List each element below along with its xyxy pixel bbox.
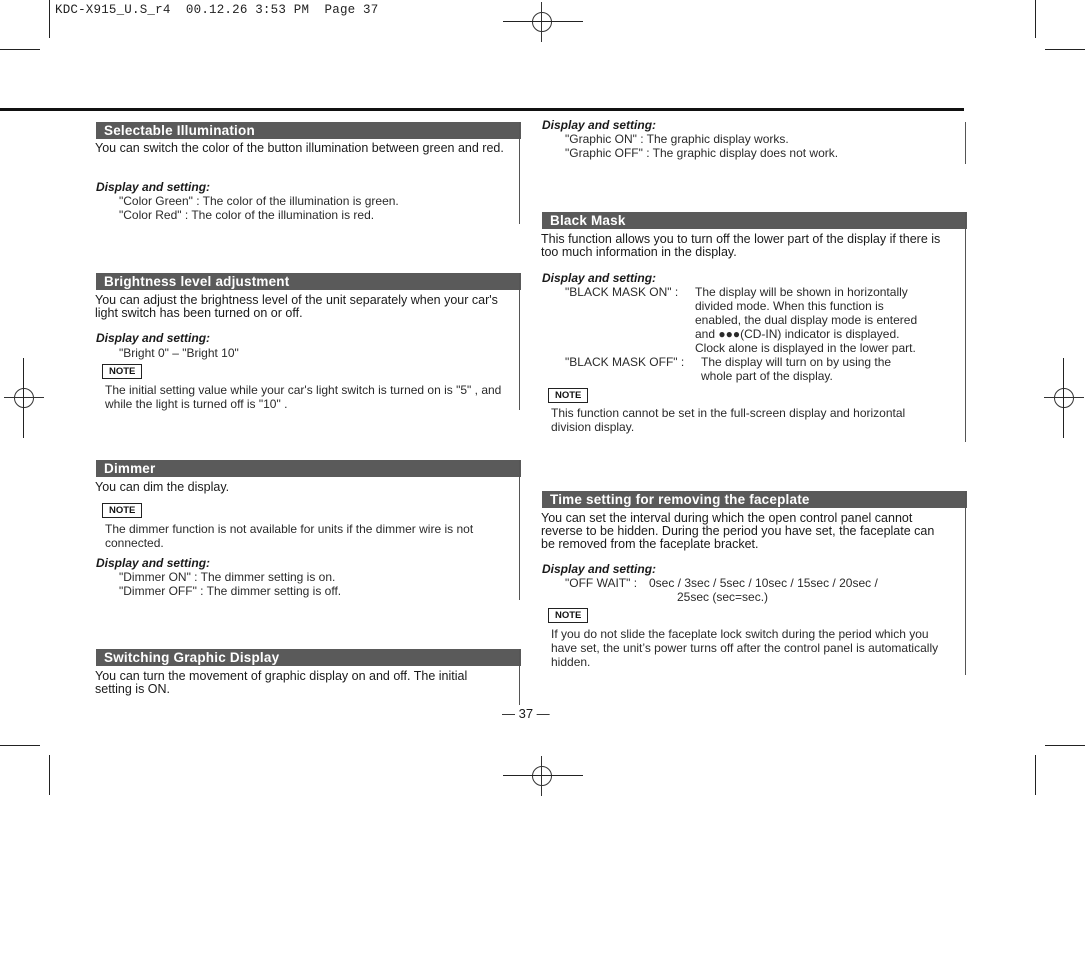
section-title-graphic-display: Switching Graphic Display (96, 649, 521, 666)
setting-item-label: "BLACK MASK ON" : (565, 285, 679, 299)
section-body: You can adjust the brightness level of the unit separately when your car's light switch has been turned on or off. (95, 293, 498, 320)
section-title-dimmer: Dimmer (96, 460, 521, 477)
setting-item-desc: 0sec / 3sec / 5sec / 10sec / 15sec / 20sec / (649, 576, 878, 590)
setting-item-label: "BLACK MASK OFF" : (565, 355, 685, 369)
setting-item: "Color Green" : The color of the illumination is green. (119, 194, 399, 208)
column-rule (965, 122, 966, 164)
note-badge: NOTE (548, 388, 588, 403)
note-text: The initial setting value while your car's light switch is turned on is "5" , and while the light is turned off is "10" . (105, 383, 502, 411)
note-text: The dimmer function is not available for units if the dimmer wire is not connected. (105, 522, 474, 550)
section-body: You can switch the color of the button illumination between green and red. (95, 141, 504, 155)
setting-item: "Graphic OFF" : The graphic display does not work. (565, 146, 839, 160)
column-rule (519, 273, 520, 410)
crop-mark (1045, 745, 1085, 746)
setting-item: "Dimmer OFF" : The dimmer setting is off. (119, 584, 342, 598)
display-setting-label: Display and setting: (542, 118, 657, 132)
section-body: You can turn the movement of graphic display on and off. The initial setting is ON. (95, 669, 468, 696)
note-text: If you do not slide the faceplate lock switch during the period which you have set, the unit’s power turns off after the control panel is automatically hidden. (551, 627, 939, 669)
top-rule (0, 108, 964, 111)
crop-mark (23, 358, 24, 438)
column-rule (965, 491, 966, 675)
note-badge: NOTE (102, 364, 142, 379)
section-title-faceplate: Time setting for removing the faceplate (542, 491, 967, 508)
section-title-brightness: Brightness level adjustment (96, 273, 521, 290)
setting-item-desc: The display will turn on by using the (701, 355, 892, 369)
registration-mark-icon (1044, 378, 1084, 418)
note-text: This function cannot be set in the full-screen display and horizontal division display. (551, 406, 906, 434)
crop-mark (49, 0, 50, 38)
note-badge: NOTE (548, 608, 588, 623)
section-title-selectable-illumination: Selectable Illumination (96, 122, 521, 139)
crop-mark (1035, 0, 1036, 38)
display-setting-label: Display and setting: (96, 331, 211, 345)
display-setting-label: Display and setting: (542, 271, 657, 285)
section-title-black-mask: Black Mask (542, 212, 967, 229)
setting-item-desc: whole part of the display. (701, 369, 833, 383)
print-slug: KDC-X915_U.S_r4 00.12.26 3:53 PM Page 37 (55, 3, 379, 17)
display-setting-label: Display and setting: (96, 180, 211, 194)
column-rule (519, 122, 520, 224)
crop-mark (1063, 358, 1064, 438)
setting-item-desc: Clock alone is displayed in the lower part. (695, 341, 916, 355)
column-rule (519, 649, 520, 705)
setting-item-label: "OFF WAIT" : (565, 576, 638, 590)
section-body: This function allows you to turn off the lower part of the display if there is too much information in the display. (541, 232, 941, 259)
setting-item: "Graphic ON" : The graphic display works. (565, 132, 789, 146)
registration-mark-icon (522, 756, 562, 796)
page-number: — 37 — (502, 706, 550, 721)
setting-item-desc: enabled, the dual display mode is entered (695, 313, 918, 327)
crop-mark (49, 755, 50, 795)
setting-item: "Dimmer ON" : The dimmer setting is on. (119, 570, 336, 584)
column-rule (519, 460, 520, 600)
setting-item-desc: 25sec (sec=sec.) (677, 590, 769, 604)
setting-item-desc: The display will be shown in horizontally (695, 285, 908, 299)
display-setting-label: Display and setting: (542, 562, 657, 576)
crop-mark (0, 49, 40, 50)
crop-mark (1035, 755, 1036, 795)
note-badge: NOTE (102, 503, 142, 518)
display-setting-label: Display and setting: (96, 556, 211, 570)
crop-mark (503, 775, 583, 776)
setting-item-desc: divided mode. When this function is (695, 299, 884, 313)
registration-mark-icon (522, 2, 562, 42)
column-rule (965, 212, 966, 442)
setting-item: "Bright 0" – "Bright 10" (119, 346, 239, 360)
crop-mark (503, 21, 583, 22)
setting-item: "Color Red" : The color of the illumination is red. (119, 208, 375, 222)
crop-mark (1045, 49, 1085, 50)
section-body: You can set the interval during which the open control panel cannot reverse to be hidden. During the period you have set, the faceplate can be removed from the faceplate bracket. (541, 511, 935, 551)
setting-item-desc: and ●●●(CD-IN) indicator is displayed. (695, 327, 900, 341)
registration-mark-icon (4, 378, 44, 418)
crop-mark (0, 745, 40, 746)
section-body: You can dim the display. (95, 480, 230, 494)
